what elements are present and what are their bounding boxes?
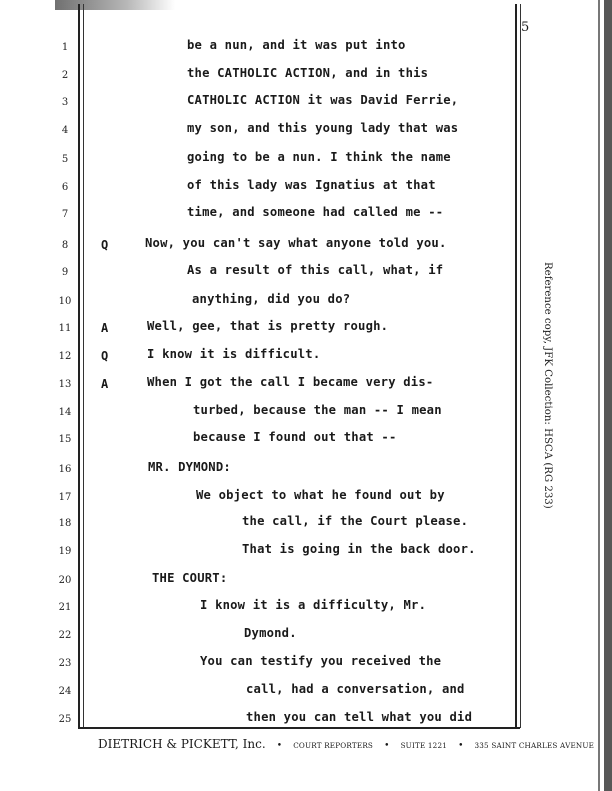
transcript-line: turbed, because the man -- I mean [193, 403, 442, 417]
transcript-line: Dymond. [244, 626, 297, 640]
line-number: 4 [61, 125, 69, 136]
line-number: 8 [61, 240, 69, 251]
margin-rule-right [515, 4, 517, 728]
line-number: 12 [58, 351, 72, 362]
line-number: 10 [58, 296, 72, 307]
transcript-line: the CATHOLIC ACTION, and in this [187, 66, 429, 80]
transcript-line: MR. DYMOND: [148, 460, 231, 474]
line-number: 20 [58, 575, 72, 586]
line-number: 6 [61, 182, 69, 193]
line-number: 13 [58, 379, 72, 390]
margin-rule-right-inner [520, 4, 521, 728]
transcript-line: time, and someone had called me -- [187, 205, 444, 219]
separator-dot: • [276, 741, 283, 751]
line-number: 24 [58, 686, 72, 697]
separator-dot: • [384, 741, 390, 751]
line-number: 19 [58, 546, 72, 557]
line-number: 16 [58, 464, 72, 475]
firm-name: DIETRICH & PICKETT, Inc. [98, 737, 266, 751]
margin-rule-left-inner [83, 4, 84, 728]
page-footer [98, 733, 595, 752]
page-number: 5 [521, 20, 530, 35]
line-number: 15 [58, 434, 72, 445]
scan-artifact [55, 0, 175, 10]
transcript-line: call, had a conversation, and [246, 682, 465, 696]
line-number: 1 [61, 42, 69, 53]
line-number: 22 [58, 630, 72, 641]
transcript-line: because I found out that -- [193, 430, 397, 444]
transcript-line: Now, you can't say what anyone told you. [145, 236, 447, 250]
transcript-line: the call, if the Court please. [242, 514, 469, 528]
transcript-line: I know it is difficult. [147, 347, 321, 361]
line-number: 21 [58, 602, 72, 613]
reference-note: Reference copy, JFK Collection: HSCA (RG 233) [542, 262, 553, 509]
transcript-line: my son, and this young lady that was [187, 121, 459, 135]
scan-edge-line [598, 0, 600, 791]
separator-dot: • [458, 741, 464, 751]
speaker-marker: Q [101, 238, 109, 252]
transcript-line: then you can tell what you did [246, 710, 473, 724]
transcript-line: be a nun, and it was put into [187, 38, 406, 52]
transcript-line: CATHOLIC ACTION it was David Ferrie, [187, 93, 459, 107]
transcript-line: That is going in the back door. [242, 542, 476, 556]
margin-rule-left [78, 4, 80, 728]
transcript-line: Well, gee, that is pretty rough. [147, 319, 389, 333]
transcript-line: When I got the call I became very dis- [147, 375, 434, 389]
line-number: 18 [58, 518, 72, 529]
transcript-line: I know it is a difficulty, Mr. [200, 598, 427, 612]
line-number: 9 [61, 267, 69, 278]
transcript-line: You can testify you received the [200, 654, 442, 668]
line-number: 2 [61, 70, 69, 81]
transcript-line: THE COURT: [152, 571, 228, 585]
speaker-marker: A [101, 377, 109, 391]
line-number: 7 [61, 209, 69, 220]
transcript-line: anything, did you do? [192, 292, 351, 306]
scan-edge [604, 0, 612, 791]
line-number: 23 [58, 658, 72, 669]
line-number: 3 [61, 97, 69, 108]
speaker-marker: A [101, 321, 109, 335]
transcript-line: of this lady was Ignatius at that [187, 178, 436, 192]
line-number: 5 [61, 154, 69, 165]
line-number: 25 [58, 714, 72, 725]
firm-role: COURT REPORTERS [293, 741, 374, 750]
firm-address: 335 SAINT CHARLES AVENUE [474, 741, 595, 750]
transcript-line: As a result of this call, what, if [187, 263, 444, 277]
transcript-line: We object to what he found out by [196, 488, 445, 502]
line-number: 17 [58, 492, 72, 503]
line-number: 11 [58, 323, 72, 334]
firm-suite: SUITE 1221 [400, 741, 448, 750]
speaker-marker: Q [101, 349, 109, 363]
margin-rule-bottom [78, 727, 520, 729]
transcript-line: going to be a nun. I think the name [187, 150, 451, 164]
line-number: 14 [58, 407, 72, 418]
